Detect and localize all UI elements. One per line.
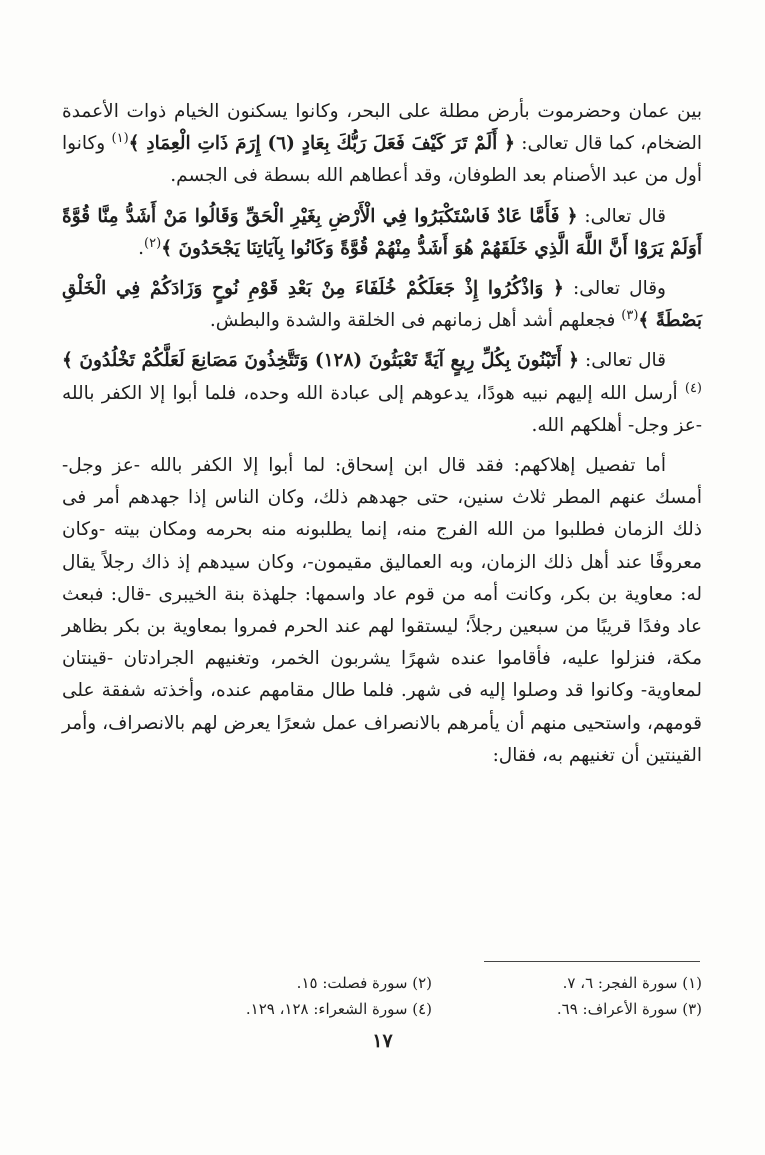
quran-verse: ﴿ أَلَمْ تَرَ كَيْفَ فَعَلَ رَبُّكَ بِعَادٍ (٦) إِرَمَ ذَاتِ الْعِمَادِ ﴾	[128, 133, 515, 155]
text-segment: فجعلهم أشد أهل زمانهم فى الخلقة والشدة والبطش.	[209, 310, 622, 332]
footnote-reference: (٢)	[144, 235, 162, 251]
text-segment: بين عمان وحضرموت بأرض مطلة على البحر، وكانوا يسكنون الخيام ذوات الأعمدة الضخام، كما قال تعالى:	[62, 101, 702, 155]
paragraph	[62, 273, 702, 337]
quran-verse: ﴿ فَأَمَّا عَادٌ فَاسْتَكْبَرُوا فِي الْأَرْضِ بِغَيْرِ الْحَقِّ وَقَالُوا مَنْ أَشَدُّ مِنَّا قُوَّةً أَوَلَمْ يَرَوْا أَنَّ اللَّهَ الَّذِي خَلَقَهُمْ هُوَ أَشَدُّ مِنْهُمْ قُوَّةً وَكَانُوا بِآيَاتِنَا يَجْحَدُونَ ﴾	[62, 205, 702, 259]
text-segment: قال تعالى:	[577, 205, 666, 227]
footnote-reference: (١)	[111, 131, 129, 147]
paragraph	[62, 201, 702, 265]
text-segment: .	[138, 237, 145, 259]
footnote-row	[62, 970, 702, 996]
footnotes	[62, 970, 702, 1022]
footnote: (٤) سورة الشعراء: ١٢٨، ١٢٩.	[245, 1000, 432, 1018]
footnote: (٣) سورة الأعراف: ٦٩.	[556, 1000, 702, 1018]
text-segment: وكانوا أول من عبد الأصنام بعد الطوفان، وقد أعطاهم الله بسطة فى الجسم.	[62, 133, 702, 187]
footnote: (١) سورة الفجر: ٦، ٧.	[562, 974, 702, 992]
footnote-reference: (٤)	[684, 380, 702, 396]
quran-verse: ﴿ أَتَبْنُونَ بِكُلِّ رِيعٍ آيَةً تَعْبَثُونَ (١٢٨) وَتَتَّخِذُونَ مَصَانِعَ لَعَلَّكُمْ تَخْلُدُونَ ﴾	[62, 350, 580, 372]
page-number: ١٧	[372, 1030, 393, 1052]
footnote-reference: (٣)	[621, 308, 639, 324]
paragraph	[62, 345, 702, 442]
text-segment: أرسل الله إليهم نبيه هودًا، يدعوهم إلى عبادة الله وحده، فلما أبوا إلا الكفر بالله -عز وجل- أهلكهم الله.	[62, 382, 702, 436]
paragraph	[62, 450, 702, 772]
quran-verse: ﴿ وَاذْكُرُوا إِذْ جَعَلَكُمْ خُلَفَاءَ مِنْ بَعْدِ قَوْمِ نُوحٍ وَزَادَكُمْ فِي الْخَلْقِ بَصْطَةً ﴾	[62, 278, 702, 332]
paragraph	[62, 96, 702, 193]
body-text	[62, 96, 702, 772]
text-segment: وقال تعالى:	[563, 278, 666, 300]
text-segment: قال تعالى:	[579, 350, 666, 372]
footnote-separator	[484, 961, 700, 962]
text-segment: أما تفصيل إهلاكهم: فقد قال ابن إسحاق: لما أبوا إلا الكفر بالله -عز وجل- أمسك عنهم المطر ثلاث سنين، حتى جهدهم ذلك، وكان الناس إذا جهدهم أمر فى ذلك الزمان فطلبوا من الله الفرج منه، إنما يطلبونه منه بحرمه ومكان بيته -وكان معروفًا عند أهل ذلك الزمان، وبه العماليق مقيمون-، وكان سيدهم إذ ذاك رجلاً يقال له: معاوية بن بكر، وكانت أمه من قوم عاد واسمها: جلهذة بنة الخيبرى -قال: فبعث عاد وفدًا قريبًا من سبعين رجلاً؛ ليستقوا لهم عند الحرم فمروا بمعاوية بن بكر بظاهر مكة، فنزلوا عليه، فأقاموا عنده شهرًا يشربون الخمر، وتغنيهم الجرادتان -قينتان لمعاوية- وكانوا قد وصلوا إليه فى شهر. فلما طال مقامهم عنده، وأخذته شفقة على قومهم، واستحيى منهم أن يأمرهم بالانصراف عمل شعرًا يعرض لهم بالانصراف، وأمر القينتين أن تغنيهم به، فقال:	[62, 455, 702, 766]
footnote-row	[62, 996, 702, 1022]
footnote: (٢) سورة فصلت: ١٥.	[296, 974, 432, 992]
